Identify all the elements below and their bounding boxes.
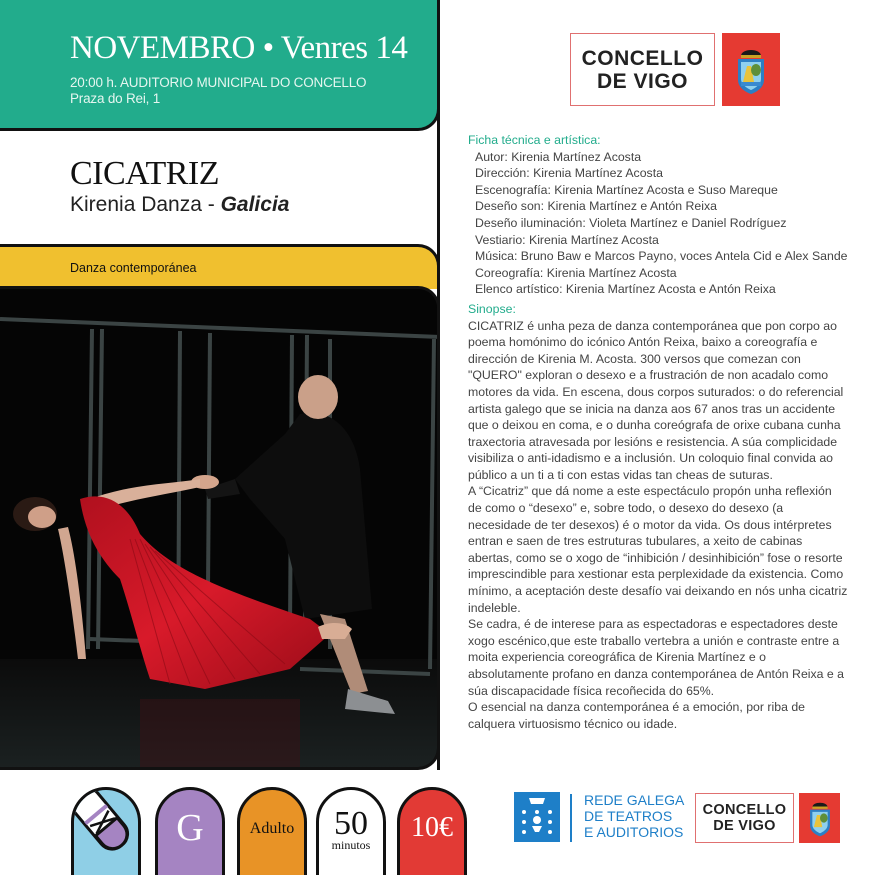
duration-unit: minutos [331,838,371,852]
dance-photo-illustration [0,289,440,770]
synopsis-paragraph: CICATRIZ é unha peza de danza contemporánea que pon corpo ao poema homónimo do icónico Antón Reixa, baixo a coreografía e dirección de Kirenia M. Acosta. 300 versos que comezan con "QUERO" exploran o desexo e a frustración de non acadalo como motores da vida. En escena, dous corpos suturados: o do referencial artista galego que se inicia na danza aos 67 anos tras un accidente que o deixou en coma, e o dunha coreógrafa de orixe cubana cunha traxectoria atravesada por lesións e resistencia. A súa complicidade visibiliza o anti-idadismo e a inclusión. Un coloquio final convida ao público a un ti a ti con estas vidas tan cheas de suturas. [468,318,844,482]
company-region: Galicia [220,193,290,216]
info-column [468,132,848,732]
credit-item: Dirección: Kirenia Martínez Acosta [475,166,663,181]
company-name: Kirenia Danza - [70,193,221,216]
credit-item: Deseño son: Kirenia Martínez e Antón Reixa [475,199,717,214]
xunta-emblem-icon [514,792,560,842]
credits-heading: Ficha técnica e artística: [468,133,601,147]
event-date: NOVEMBRO • Venres 14 [70,30,408,66]
synopsis-paragraph: A “Cicatriz” que dá nome a este espectáculo propón unha reflexión de como o “desexo” e, sobre todo, o desexo do desexo (a necesidade de ter desexos) é o motor da vida. Os dous intérpretes entran e saen de tres estruturas tubulares, a xeito de cabinas abertas, como se o xogo de “inhibición / desinhibición” fose o resorte imprescindible para xestionar esta perplexidade da existencia. Como mínimo, a aceptación deste desafío vai deixando en nós unha cicatriz indeleble. [468,484,848,615]
credit-item: Coreografía: Kirenia Martínez Acosta [475,265,677,280]
price-value: 10€ [411,812,453,843]
rede-galega-wordmark: REDE GALEGA DE TEATROS E AUDITORIOS [584,792,685,840]
logo-line-1: CONCELLO [581,46,704,70]
show-title: CICATRIZ [70,155,219,192]
company-line [70,193,289,217]
credit-item: Escenografía: Kirenia Martínez Acosta e Suso Mareque [475,182,778,197]
show-title-block [70,155,289,217]
logo-separator [570,794,572,842]
concello-logo-wordmark-bottom: CONCELLO DE VIGO [695,793,794,843]
ballet-shoe-icon [74,790,138,870]
audience-badge [237,787,307,875]
language-value: G [176,807,204,849]
logo-line-2: DE VIGO [596,69,689,93]
show-photo [0,286,440,770]
event-panel [0,0,440,770]
synopsis-paragraph: Se cadra, é de interese para as espectadoras e espectadores deste xogo escénico,que este traballo vertebra a unión e contraste entre a moita experiencia coreográfica de Kirenia Martínez e o absolutamente profano en danza contemporánea de Antón Reixa e a súa discapacidade física recoñecida do 65%. [468,617,845,698]
vigo-coat-of-arms-icon [799,793,840,843]
genre-band [0,244,440,289]
synopsis-heading: Sinopse: [468,301,516,316]
duration-value: 50 [333,805,368,842]
duration-badge [316,787,386,875]
event-time-venue: 20:00 h. AUDITORIO MUNICIPAL DO CONCELLO [70,75,367,90]
column-divider [437,0,440,770]
credit-item: Elenco artístico: Kirenia Martínez Acosta e Antón Reixa [475,282,776,297]
concello-logo-wordmark [570,33,715,106]
audience-value: Adulto [249,820,295,837]
vigo-coat-of-arms-icon [722,33,780,106]
genre-label: Danza contemporánea [70,261,197,275]
credit-item: Vestiario: Kirenia Martínez Acosta [475,232,659,247]
dance-genre-badge [71,787,141,875]
credit-item: Deseño iluminación: Violeta Martínez e Daniel Rodríguez [475,215,787,230]
synopsis-paragraph: O esencial na danza contemporánea é a emoción, por riba de calquera virtuosismo técnico ou idade. [468,700,806,731]
price-badge [397,787,467,875]
language-badge [155,787,225,875]
event-address: Praza do Rei, 1 [70,91,161,106]
credit-item: Autor: Kirenia Martínez Acosta [475,149,642,164]
date-header [0,0,440,131]
credit-item: Música: Bruno Baw e Marcos Payno, voces Antela Cid e Alex Sande [475,249,848,264]
